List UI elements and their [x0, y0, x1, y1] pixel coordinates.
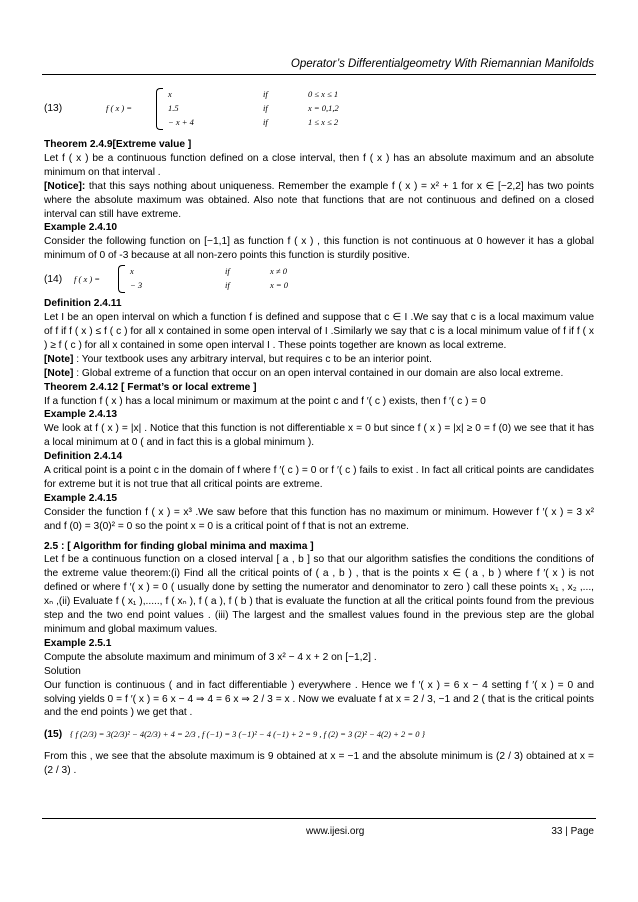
- page-number: 33 | Page: [551, 826, 594, 837]
- notice-paragraph: [44, 180, 594, 222]
- left-brace: [156, 88, 163, 130]
- note-text: : Your textbook uses any arbitrary interval, but requires c to be an interior point.: [73, 353, 432, 365]
- definition-2-4-14-title: Definition 2.4.14: [44, 451, 123, 463]
- example-2-4-15-title: Example 2.4.15: [44, 492, 118, 504]
- notice-text: that this says nothing about uniqueness. Remember the example f ( x ) = x² + 1 for x ∈ [−2,2] has two points where the absolute maximum was obtained. Also note that functions that are not continuous and defined on a closed interval can still have extreme.: [44, 180, 594, 220]
- case-row: x if 0 ≤ x ≤ 1: [168, 89, 339, 100]
- example-2-5-1-title: Example 2.5.1: [44, 637, 112, 649]
- equation-13: [44, 86, 594, 132]
- example-2-4-13-title: Example 2.4.13: [44, 409, 118, 421]
- example-2-4-10-text: Consider the following function on [−1,1] as function f ( x ) , this function is not continuous at 0 however it has a global minimum of 0 of -3 because at all non-zero points this function is sturdily positive.: [44, 236, 594, 262]
- example-2-4-15-text: Consider the function f ( x ) = x³ .We saw before that this function has no maximum or minimum. However f ′( x ) = 3 x² and f (0) = 3(0)² = 0 so the point x = 0 is a critical point of f that is not an extreme.: [44, 506, 594, 532]
- footer-rule: [42, 818, 596, 819]
- case-row: − x + 4 if 1 ≤ x ≤ 2: [168, 117, 339, 128]
- footer-website: www.ijesi.org: [306, 826, 365, 837]
- note-paragraph: [44, 367, 594, 381]
- header-rule: [42, 74, 596, 75]
- equation-14: [44, 263, 594, 297]
- piecewise-cases: [156, 88, 339, 130]
- notice-label: [Notice]:: [44, 180, 86, 192]
- example-2-5-1-text: Compute the absolute maximum and minimum of 3 x² − 4 x + 2 on [−1,2] .: [44, 651, 377, 663]
- case-row: 1.5 if x = 0,1,2: [168, 103, 339, 114]
- running-header: Operator’s Differentialgeometry With Riemannian Manifolds: [290, 58, 594, 70]
- equation-15: [44, 720, 594, 750]
- equation-number: (15): [44, 729, 63, 741]
- section-2-5-text: Let f be a continuous function on a closed interval [ a , b ] so that our algorithm satisfies the conditions the conditions of the extreme value theorem:(i) Find all the critical points of ( a , b ) , that is the points x ∈ ( a , b ) where f ′( x ) is not defined or where f ′( x ) = 0 ( usually done by setting the numerator and denominator to zero ) call these points x₁ , x₂ ,..., xₙ ,(ii) Evaluate f ( x₁ ),....., f ( xₙ ), f ( a ), f ( b ) that is evaluate the function at all the critical points found from the previous step and the two end point values . (iii) The largest and the smallest values found in the previous step are the global minimum and global maximum values.: [44, 554, 594, 635]
- page-body: [44, 86, 594, 778]
- theorem-2-4-12-text: If a function f ( x ) has a local minimum or maximum at the point c and f ′( c ) exists, then f ′( c ) = 0: [44, 395, 486, 407]
- example-2-4-13-text: We look at f ( x ) = |x| . Notice that this function is not differentiable x = 0 but since f ( x ) = |x| ≥ 0 = f (0) we see that it has a local minimum at 0 ( and in fact this is a global minimum ).: [44, 423, 594, 449]
- equation-lhs: f ( x ) =: [74, 274, 101, 285]
- note-text: : Global extreme of a function that occur on an open interval contained in our domain are also local extreme.: [73, 367, 564, 379]
- equation-number: (13): [44, 103, 63, 114]
- equation-lhs: f ( x ) =: [106, 103, 133, 113]
- theorem-2-4-9-text: Let f ( x ) be a continuous function defined on a close interval, then f ( x ) has an absolute maximum and an absolute minimum on that interval .: [44, 152, 594, 178]
- case-row: x if x ≠ 0: [130, 266, 287, 277]
- definition-2-4-11-title: Definition 2.4.11: [44, 298, 122, 310]
- solution-text: Our function is continuous ( and in fact differentiable ) everywhere . Hence we f ′( x ) = 6 x − 4 setting f ′( x ) = 0 and solving yields 0 = f ′( x ) = 6 x − 4 ⇒ 4 = 6 x ⇒ 2 / 3 = x . Now we evaluate f at x = 2 / 3, −1 and 2 ( that is the critical points and the end points ) we get that .: [44, 679, 594, 719]
- equation-15-body: { f (2/3) = 3(2/3)² − 4(2/3) + 4 = 2/3 , f (−1) = 3 (−1)² − 4 (−1) + 2 = 9 , f (2) = 3 (2)² − 4(2) + 2 = 0 }: [70, 729, 425, 740]
- theorem-2-4-9-title: Theorem 2.4.9[Extreme value ]: [44, 139, 192, 150]
- conclusion-text: From this , we see that the absolute maximum is 9 obtained at x = −1 and the absolute minimum is (2 / 3) obtained at x = (2 / 3) .: [44, 751, 594, 777]
- definition-2-4-11-text: Let I be an open interval on which a function f is defined and suppose that c ∈ I .We say that c is a local maximum value of f if f ( x ) ≤ f ( c ) for all x contained in some open interval of I .Similarly we say that c is a local minimum value of f if f ( x ) ≥ f ( c ) for all x contained in some open interval I . These points together are known as local extreme.: [44, 312, 594, 351]
- equation-number: (14): [44, 274, 63, 286]
- note-label: [Note]: [44, 367, 74, 379]
- left-brace: [118, 265, 125, 293]
- piecewise-cases: [118, 265, 288, 293]
- solution-label: Solution: [44, 665, 81, 677]
- case-row: − 3 if x = 0: [130, 280, 289, 291]
- note-label: [Note]: [44, 353, 74, 365]
- definition-2-4-14-text: A critical point is a point c in the domain of f where f ′( c ) = 0 or f ′( c ) fails to exist . In fact all critical points are candidates for extreme but it is not true that all critical points are extreme.: [44, 465, 594, 490]
- example-2-4-10-title: Example 2.4.10: [44, 222, 118, 234]
- theorem-2-4-12-title: Theorem 2.4.12 [ Fermat’s or local extreme ]: [44, 381, 257, 393]
- section-2-5-title: 2.5 : [ Algorithm for finding global minima and maxima ]: [44, 540, 314, 552]
- note-paragraph: [44, 353, 594, 367]
